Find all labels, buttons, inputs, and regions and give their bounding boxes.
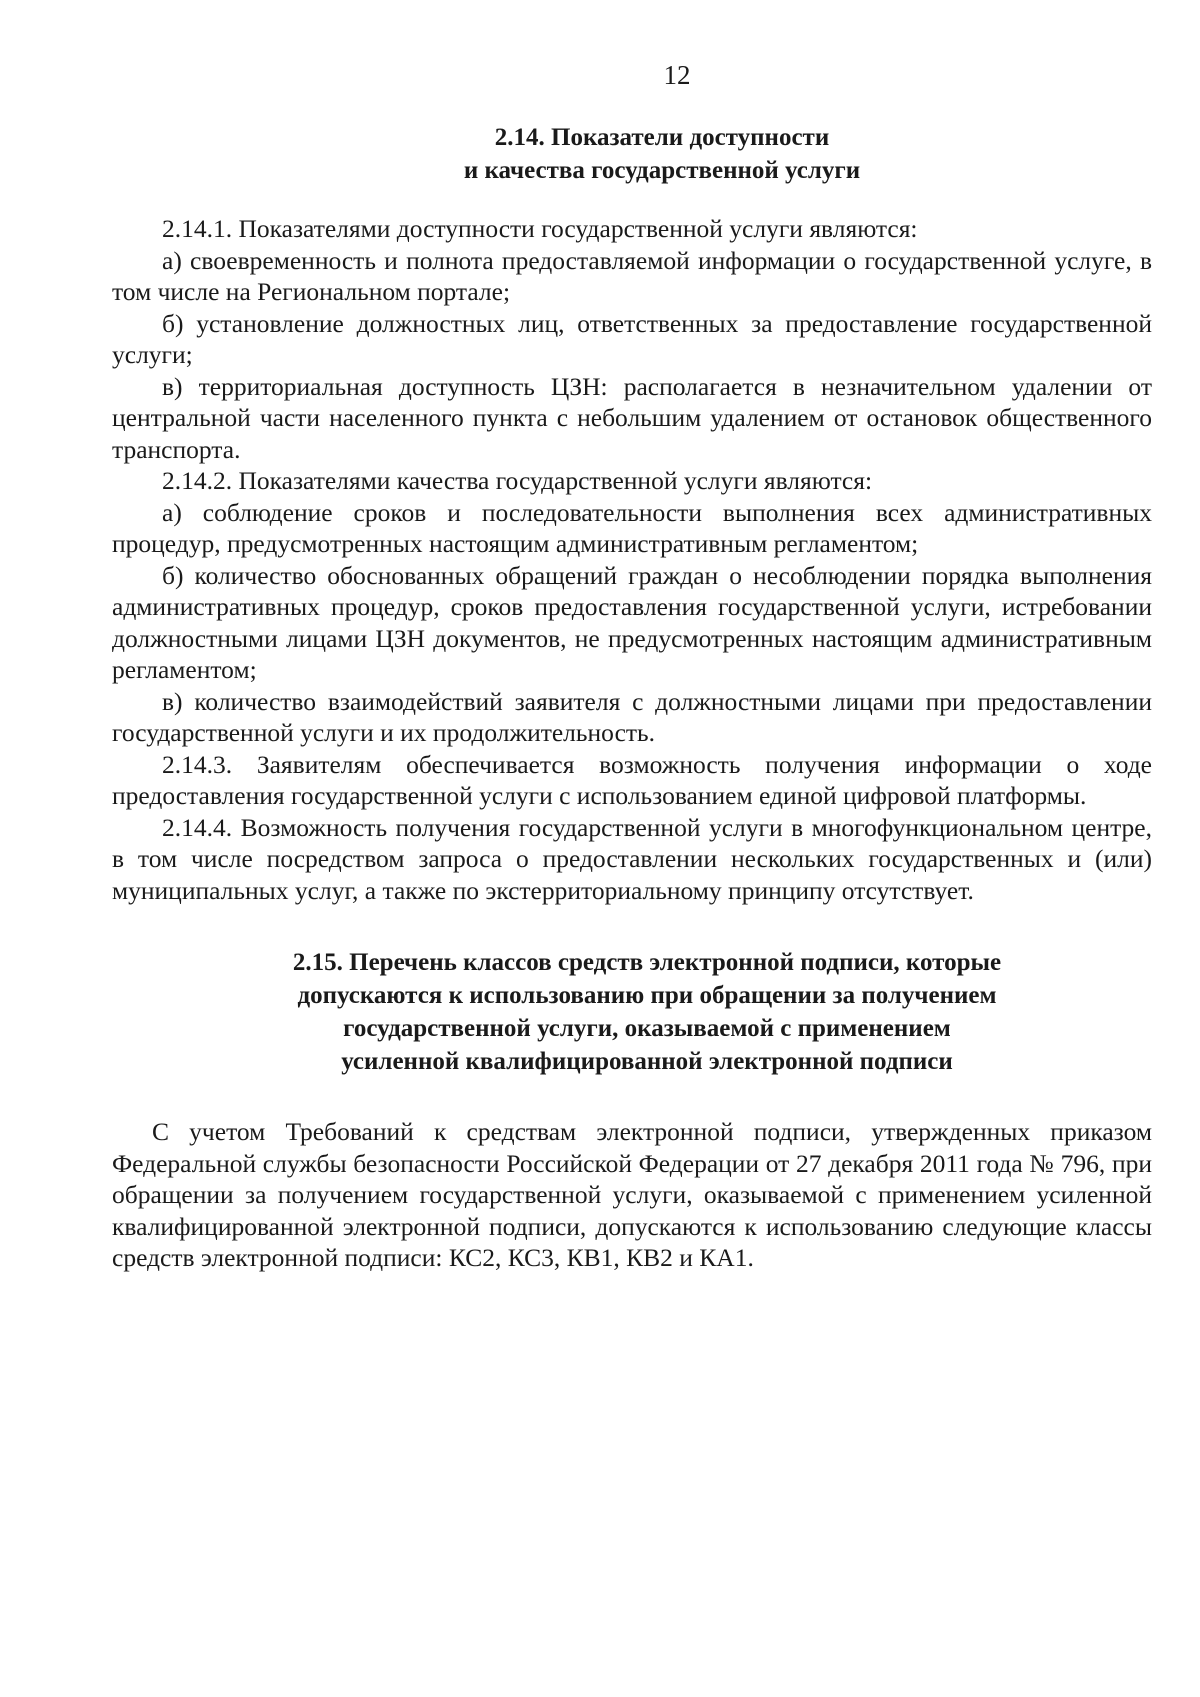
paragraph-2-14-4: 2.14.4. Возможность получения государственной услуги в многофункциональном центре, в том числе посредством запроса о предоставлении нескольких государственных и (или) муниципальных услуг, а также по экстерриториальному принципу отсутствует. <box>112 812 1152 905</box>
section-2-15-heading-line-2: допускаются к использованию при обращении за получением <box>297 982 997 1009</box>
section-2-14-body <box>112 213 1152 906</box>
section-2-15-body <box>112 1116 1152 1274</box>
paragraph-2-14-2-b: б) количество обоснованных обращений граждан о несоблюдении порядка выполнения административных процедур, сроков предоставления государственной услуги, истребовании должностными лицами ЦЗН документов, не предусмотренных настоящим административным регламентом; <box>112 560 1152 684</box>
section-2-14-heading-line-2: и качества государственной услуги <box>463 157 861 184</box>
paragraph-2-14-3: 2.14.3. Заявителям обеспечивается возможность получения информации о ходе предоставления государственной услуги с использованием единой цифровой платформы. <box>112 749 1152 810</box>
document-page <box>112 60 1152 1274</box>
paragraph-2-14-1-v: в) территориальная доступность ЦЗН: располагается в незначительном удалении от центральной части населенного пункта с небольшим удалением от остановок общественного транспорта. <box>112 371 1152 464</box>
section-2-15-heading-line-4: усиленной квалифицированной электронной подписи <box>341 1048 953 1075</box>
paragraph-2-14-2-v: в) количество взаимодействий заявителя с должностными лицами при предоставлении государственной услуги и их продолжительность. <box>112 686 1152 747</box>
paragraph-2-15: С учетом Требований к средствам электронной подписи, утвержденных приказом Федеральной службы безопасности Российской Федерации от 27 декабря 2011 года № 796, при обращении за получением государственной услуги, оказываемой с применением усиленной квалифицированной электронной подписи, допускаются к использованию следующие классы средств электронной подписи: КС2, КС3, КВ1, КВ2 и КА1. <box>112 1117 1152 1272</box>
section-2-15-heading-line-3: государственной услуги, оказываемой с применением <box>343 1015 951 1042</box>
section-2-14-heading <box>112 121 1152 187</box>
section-2-15-heading <box>112 946 1152 1078</box>
paragraph-2-14-1-b: б) установление должностных лиц, ответственных за предоставление государственной услуги; <box>112 308 1152 369</box>
paragraph-2-14-1: 2.14.1. Показателями доступности государственной услуги являются: <box>162 214 918 243</box>
paragraph-2-14-2: 2.14.2. Показателями качества государственной услуги являются: <box>162 466 873 495</box>
section-2-15-heading-line-1: 2.15. Перечень классов средств электронной подписи, которые <box>292 949 1002 976</box>
page-number: 12 <box>663 60 691 90</box>
paragraph-2-14-2-a: а) соблюдение сроков и последовательности выполнения всех административных процедур, предусмотренных настоящим административным регламентом; <box>112 497 1152 558</box>
paragraph-2-14-1-a: а) своевременность и полнота предоставляемой информации о государственной услуге, в том числе на Региональном портале; <box>112 245 1152 306</box>
section-2-14-heading-line-1: 2.14. Показатели доступности <box>494 124 830 151</box>
